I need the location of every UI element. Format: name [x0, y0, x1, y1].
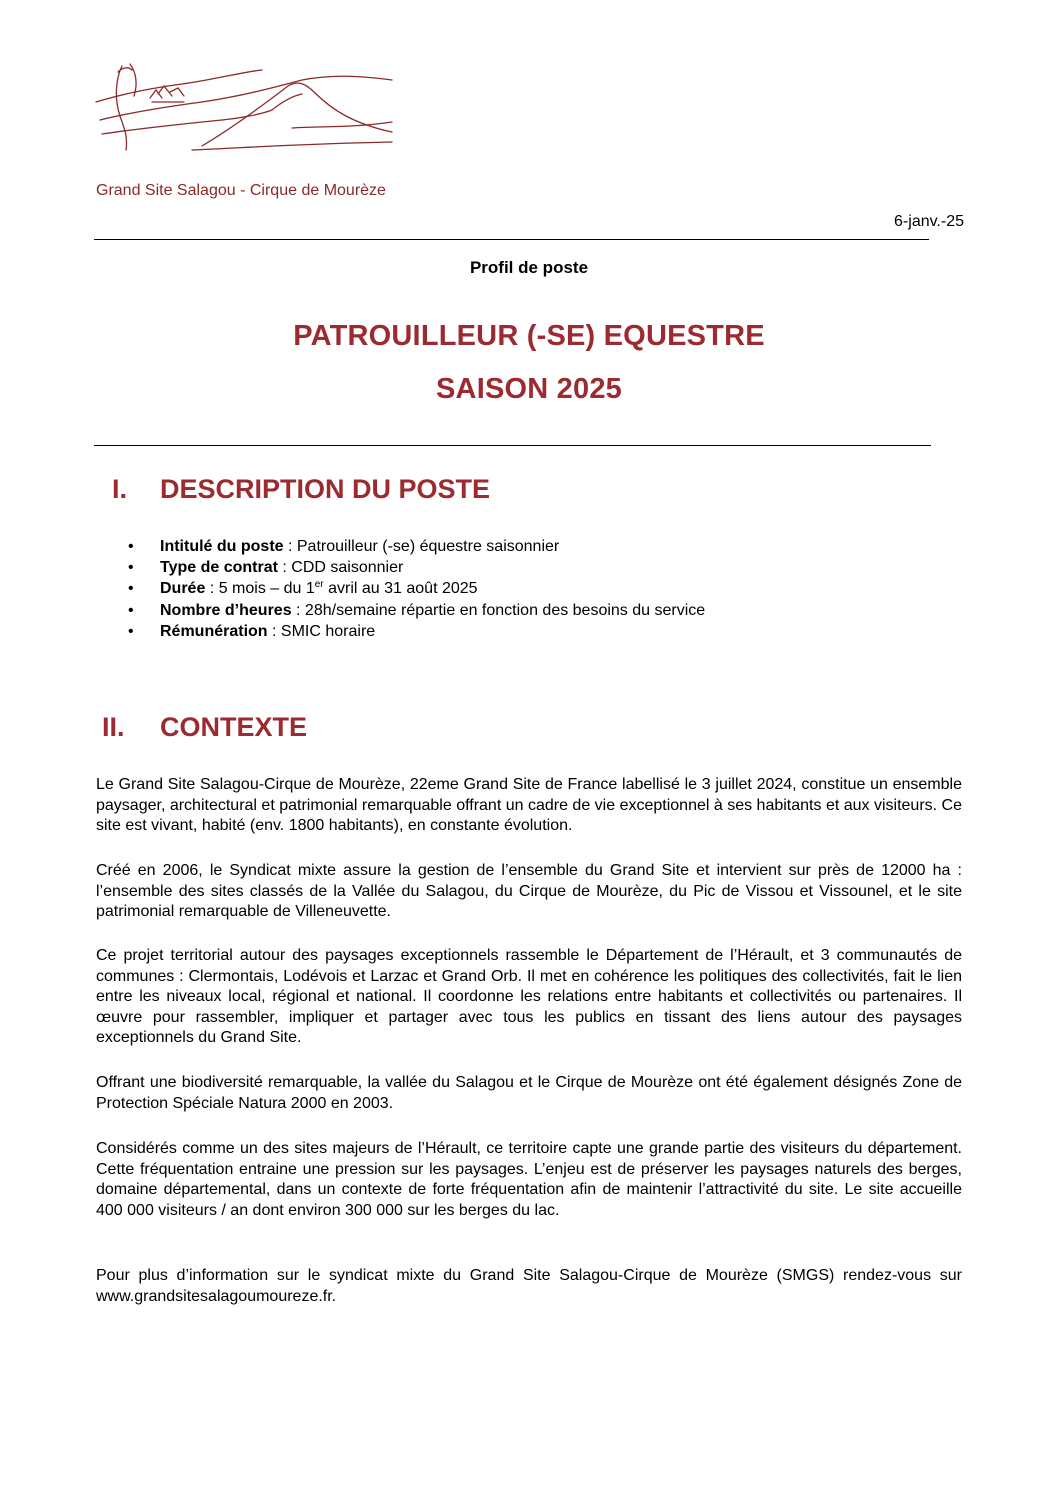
section-number: II.	[102, 712, 125, 742]
logo	[92, 58, 402, 208]
paragraph: Ce projet territorial autour des paysages exceptionnels rassemble le Département de l’Hérault, et 3 communautés de communes : Clermontais, Lodévois et Larzac et Grand Orb. Il met en cohérence les politiques des collectivités, fait le lien entre les niveaux local, régional et national. Il coordonne les relations entre habitants et collectivités ou partenaires. Il œuvre pour rassembler, impliquer et partager avec tous les publics en tissant des liens autour des paysages exceptionnels du Grand Site.	[96, 947, 962, 1047]
field-value: : 5 mois – du 1	[205, 580, 315, 598]
field-value: : 28h/semaine répartie en fonction des besoins du service	[291, 601, 706, 619]
field-label: Rémunération	[160, 622, 268, 640]
paragraph: Offrant une biodiversité remarquable, la vallée du Salagou et le Cirque de Mourèze ont été également désignés Zone de Protection Spéciale Natura 2000 en 2003.	[96, 1074, 962, 1112]
season-title: SAISON 2025	[436, 373, 622, 405]
field-value: : SMIC horaire	[267, 622, 376, 640]
field-value-continued: avril au 31 août 2025	[323, 580, 478, 598]
landscape-logo-icon	[92, 58, 402, 183]
paragraph: Pour plus d’information sur le syndicat mixte du Grand Site Salagou-Cirque de Mourèze (SMGS) rendez-vous sur www.grandsitesalagoumoureze.fr.	[96, 1267, 962, 1305]
title-divider	[94, 445, 931, 446]
header-divider	[94, 239, 929, 240]
section-number: I.	[112, 474, 128, 504]
document-type: Profil de poste	[469, 258, 589, 277]
document-date: 6-janv.-25	[894, 213, 964, 230]
field-label: Intitulé du poste	[160, 538, 284, 555]
list-item	[128, 557, 705, 578]
list-item	[128, 578, 705, 599]
job-details-list	[128, 536, 705, 642]
paragraph: Le Grand Site Salagou-Cirque de Mourèze, 22eme Grand Site de France labellisé le 3 juillet 2024, constitue un ensemble paysager, architectural et patrimonial remarquable offrant un cadre de vie exceptionnel à ses habitants et aux visiteurs. Ce site est vivant, habité (env. 1800 habitants), en constante évolution.	[96, 776, 962, 835]
logo-text: Grand Site Salagou - Cirque de Mourèze	[96, 182, 386, 199]
field-label: Durée	[160, 580, 206, 598]
list-item	[128, 536, 705, 557]
section-title: DESCRIPTION DU POSTE	[160, 474, 491, 504]
superscript: er	[314, 579, 324, 591]
field-value: : Patrouilleur (-se) équestre saisonnier	[283, 538, 560, 555]
list-item	[128, 600, 705, 621]
list-item	[128, 621, 705, 642]
field-value: : CDD saisonnier	[277, 559, 404, 577]
paragraph: Considérés comme un des sites majeurs de l’Hérault, ce territoire capte une grande partie des visiteurs du département. Cette fréquentation entraine une pression sur les paysages. L’enjeu est de préserver les paysages naturels des berges, domaine départemental, dans un contexte de forte fréquentation afin de maintenir l’attractivité du site. Le site accueille 400 000 visiteurs / an dont environ 300 000 sur les berges du lac.	[96, 1140, 962, 1219]
section-title: CONTEXTE	[160, 712, 308, 742]
paragraph: Créé en 2006, le Syndicat mixte assure la gestion de l’ensemble du Grand Site et intervient sur près de 12000 ha : l’ensemble des sites classés de la Vallée du Salagou, du Cirque de Mourèze, du Pic de Vissou et Vissounel, et le site patrimonial remarquable de Villeneuvette.	[96, 862, 962, 921]
field-label: Type de contrat	[160, 559, 278, 577]
field-label: Nombre d’heures	[160, 601, 292, 619]
job-title: PATROUILLEUR (-SE) EQUESTRE	[293, 320, 765, 352]
